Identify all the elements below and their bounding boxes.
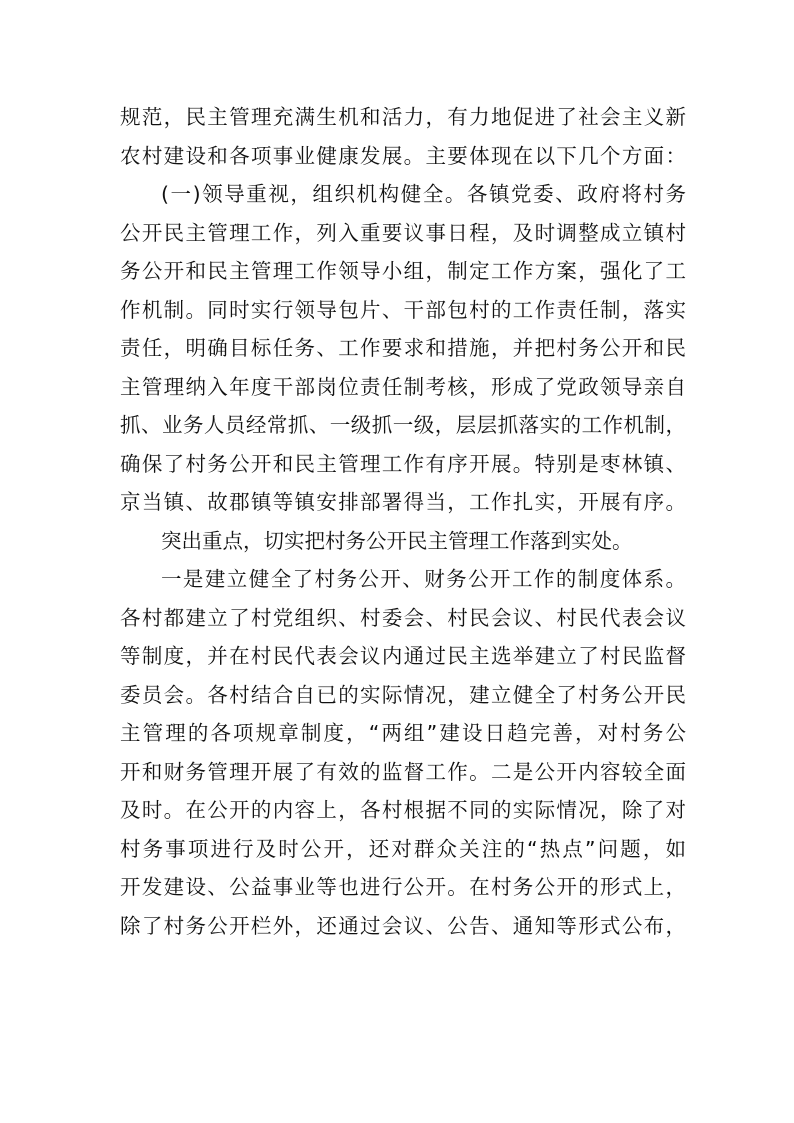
text-line: 规范，民主管理充满生机和活力，有力地促进了社会主义新 xyxy=(120,105,686,129)
text-line: 主管理的各项规章制度，“两组”建设日趋完善，对村务公 xyxy=(120,721,686,745)
body-text xyxy=(120,98,686,945)
text-line: 等制度，并在村民代表会议内通过民主选举建立了村民监督 xyxy=(120,644,686,668)
text-line: 责任，明确目标任务、工作要求和措施，并把村务公开和民 xyxy=(120,336,686,360)
text-line: 除了村务公开栏外，还通过会议、公告、通知等形式公布， xyxy=(120,913,686,938)
text-line: 作机制。同时实行领导包片、干部包村的工作责任制，落实 xyxy=(120,297,686,322)
text-line: 京当镇、故郡镇等镇安排部署得当，工作扎实，开展有序。 xyxy=(120,490,686,514)
text-line: 主管理纳入年度干部岗位责任制考核，形成了党政领导亲自 xyxy=(120,374,686,399)
text-line: 开和财务管理开展了有效的监督工作。二是公开内容较全面 xyxy=(120,759,686,784)
text-line: 委员会。各村结合自已的实际情况，建立健全了村务公开民 xyxy=(120,682,686,707)
text-line: 一是建立健全了村务公开、财务公开工作的制度体系。 xyxy=(161,567,686,591)
text-line: 确保了村务公开和民主管理工作有序开展。特别是枣林镇、 xyxy=(120,451,686,476)
text-line: 各村都建立了村党组织、村委会、村民会议、村民代表会议 xyxy=(120,605,686,630)
text-line: 公开民主管理工作，列入重要议事日程，及时调整成立镇村 xyxy=(120,220,686,245)
text-line: 及时。在公开的内容上，各村根据不同的实际情况，除了对 xyxy=(120,798,686,822)
text-line: 抓、业务人员经常抓、一级抓一级，层层抓落实的工作机制， xyxy=(120,413,686,437)
text-line: (一)领导重视，组织机构健全。各镇党委、政府将村务 xyxy=(161,182,686,206)
text-line: 村务事项进行及时公开，还对群众关注的“热点”问题，如 xyxy=(120,836,686,861)
text-line: 开发建设、公益事业等也进行公开。在村务公开的形式上， xyxy=(120,875,686,899)
text-line: 农村建设和各项事业健康发展。主要体现在以下几个方面： xyxy=(120,143,686,168)
text-line: 务公开和民主管理工作领导小组，制定工作方案，强化了工 xyxy=(120,259,686,283)
text-line: 突出重点，切实把村务公开民主管理工作落到实处。 xyxy=(161,528,633,553)
